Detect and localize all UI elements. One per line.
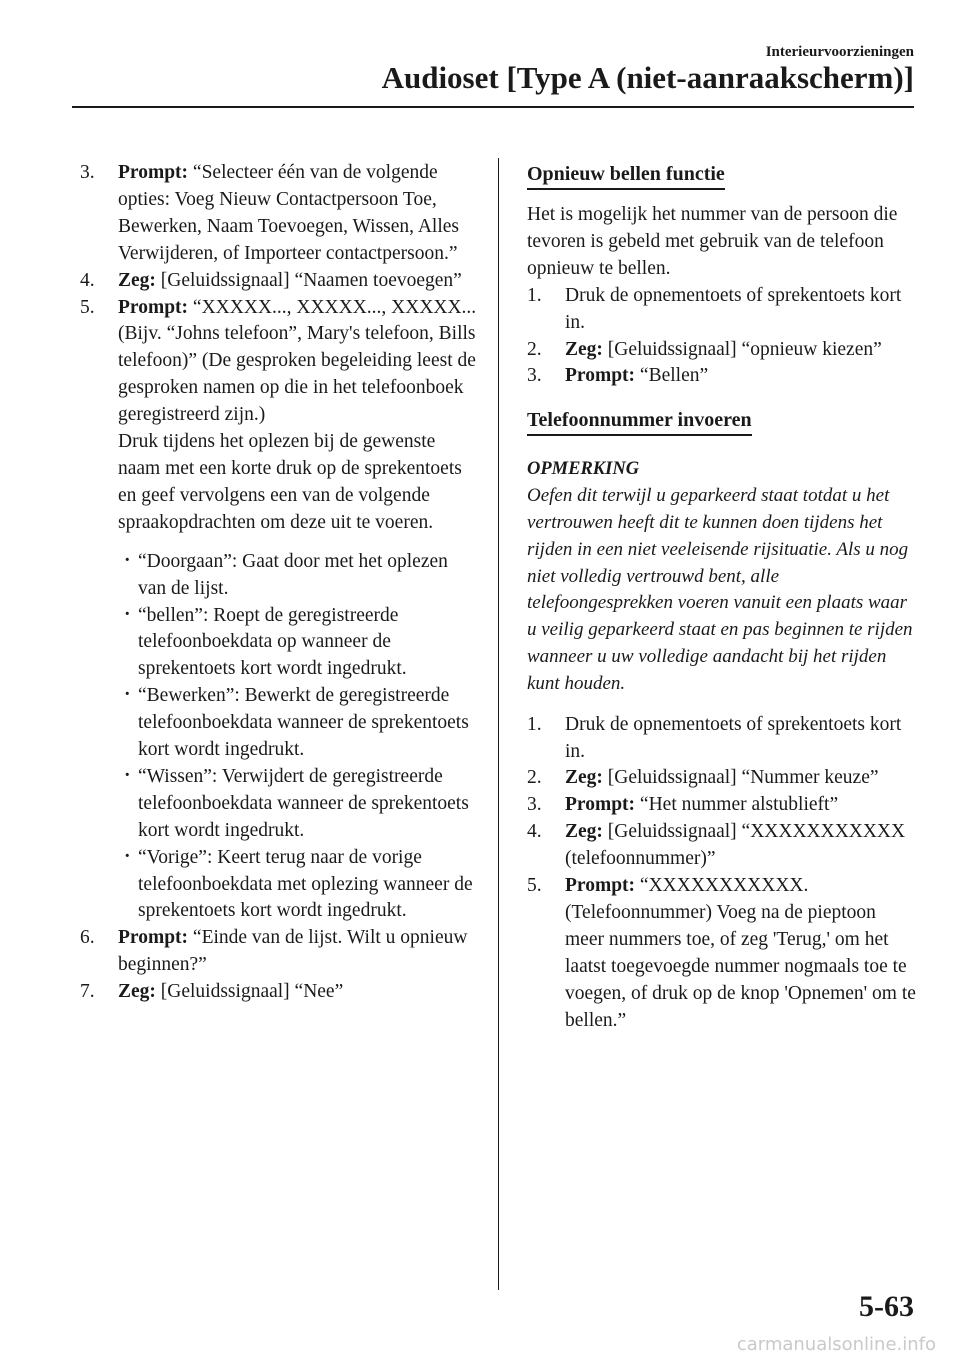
- step-number: 2.: [527, 767, 542, 789]
- step-number: 5.: [527, 875, 542, 897]
- step-item: [527, 873, 917, 1034]
- step-text: Druk de opnementoets of sprekentoets kort in.: [565, 713, 902, 762]
- step-item: [527, 765, 917, 792]
- step-number: 3.: [527, 365, 542, 387]
- step-item: [527, 283, 917, 337]
- step-label: Prompt:: [565, 794, 636, 816]
- step-label: Zeg:: [118, 269, 156, 291]
- column-divider: [498, 158, 499, 1290]
- step-text: [Geluidssignaal] “Nee”: [160, 981, 344, 1003]
- step-item: [527, 363, 917, 390]
- list-item: · “Bewerken”: Bewerkt de geregistreerde telefoonboekdata wanneer de sprekentoets kort wordt ingedrukt.: [130, 683, 480, 764]
- step-item: [80, 925, 480, 979]
- step-label: Zeg:: [118, 981, 156, 1003]
- step-label: Prompt:: [565, 365, 636, 387]
- section-label: Interieurvoorzieningen: [765, 44, 914, 60]
- step-item: [527, 712, 917, 766]
- section-heading-redial: Opnieuw bellen functie: [527, 160, 725, 190]
- step-number: 2.: [527, 338, 542, 360]
- step-number: 6.: [80, 927, 95, 949]
- step-number: 3.: [527, 794, 542, 816]
- step-text: “Selecteer één van de volgende opties: Voeg Nieuw Contactpersoon Toe, Bewerken, Naam Toevoegen, Wissen, Alles Verwijderen, of Importeer contactpersoon.”: [118, 162, 460, 264]
- step-item: [80, 268, 480, 295]
- step-number: 4.: [527, 821, 542, 843]
- step-number: 1.: [527, 713, 542, 735]
- step-number: 5.: [80, 296, 95, 318]
- left-column: [80, 160, 480, 1006]
- list-item: · “Vorige”: Keert terug naar de vorige telefoonboekdata met oplezing wanneer de sprekentoets kort wordt ingedrukt.: [130, 845, 480, 926]
- instruction-text: Druk tijdens het oplezen bij de gewenste naam met een korte druk op de sprekentoets en geef vervolgens een van de volgende spraakopdrachten om deze uit te voeren.: [118, 431, 462, 533]
- step-text: [Geluidssignaal] “Nummer keuze”: [607, 767, 879, 789]
- step-text: [Geluidssignaal] “XXXXXXXXXXX (telefoonnummer)”: [565, 821, 906, 870]
- step-item: [527, 792, 917, 819]
- list-item: · “Wissen”: Verwijdert de geregistreerde telefoonboekdata wanneer de sprekentoets kort wordt ingedrukt.: [130, 764, 480, 845]
- step-item: [80, 160, 480, 268]
- step-text: “Einde van de lijst. Wilt u opnieuw beginnen?”: [118, 927, 468, 976]
- list-item: · “Doorgaan”: Gaat door met het oplezen van de lijst.: [130, 549, 480, 603]
- redial-intro: Het is mogelijk het nummer van de persoon die tevoren is gebeld met gebruik van de telefoon opnieuw te bellen.: [527, 204, 898, 279]
- voice-command-list: [130, 549, 480, 926]
- step-label: Prompt:: [118, 162, 189, 183]
- note-title: OPMERKING: [527, 459, 640, 480]
- page-title: Audioset [Type A (niet-aanraakscherm)]: [381, 60, 914, 95]
- step-text: “XXXXX..., XXXXX..., XXXXX... (Bijv. “Johns telefoon”, Mary's telefoon, Bills telefoon)” (De gesproken begeleiding leest de gesproken namen op die in het telefoonboek geregistreerd zijn.): [118, 296, 477, 426]
- right-column: [527, 160, 917, 1035]
- step-text: “Het nummer alstublieft”: [639, 794, 839, 816]
- step-number: 1.: [527, 284, 542, 306]
- step-label: Prompt:: [118, 296, 189, 318]
- step-item: [527, 337, 917, 364]
- note-text: Oefen dit terwijl u geparkeerd staat totdat u het vertrouwen heeft dit te kunnen doen tijdens het rijden in een niet veeleisende rijsituatie. Als u nog niet volledig vertrouwd bent, alle telefoongesprekken voeren vanuit een plaats waar u veilig geparkeerd staat en pas beginnen te rijden wanneer u uw volledige aandacht bij het rijden kunt houden.: [527, 485, 913, 694]
- step-item: [80, 295, 480, 430]
- header-rule: [72, 106, 914, 108]
- step-label: Zeg:: [565, 338, 603, 360]
- step-item: [80, 979, 480, 1006]
- watermark[interactable]: carmanualsonline.info: [736, 1334, 936, 1355]
- step-number: 4.: [80, 269, 95, 291]
- step-label: Prompt:: [118, 927, 189, 949]
- step-text: Druk de opnementoets of sprekentoets kort in.: [565, 284, 902, 333]
- step-label: Zeg:: [565, 767, 603, 789]
- step-item: [527, 819, 917, 873]
- step-text: “XXXXXXXXXXX. (Telefoonnummer) Voeg na de pieptoon meer nummers toe, of zeg 'Terug,' om het laatst toegevoegde nummer nogmaals toe te voegen, of druk op de knop 'Opnemen' om te bellen.”: [565, 875, 916, 1031]
- list-item: · “bellen”: Roept de geregistreerde telefoonboekdata op wanneer de sprekentoets kort wordt ingedrukt.: [130, 603, 480, 684]
- section-heading-number-entry: Telefoonnummer invoeren: [527, 406, 752, 436]
- step-number: 7.: [80, 981, 95, 1003]
- step-label: Prompt:: [565, 875, 636, 897]
- step-text: “Bellen”: [639, 365, 709, 387]
- step-number: 3.: [80, 162, 95, 183]
- step-label: Zeg:: [565, 821, 603, 843]
- step-text: [Geluidssignaal] “opnieuw kiezen”: [607, 338, 882, 360]
- page-number: 5-63: [859, 1290, 914, 1323]
- step-text: [Geluidssignaal] “Naamen toevoegen”: [160, 269, 462, 291]
